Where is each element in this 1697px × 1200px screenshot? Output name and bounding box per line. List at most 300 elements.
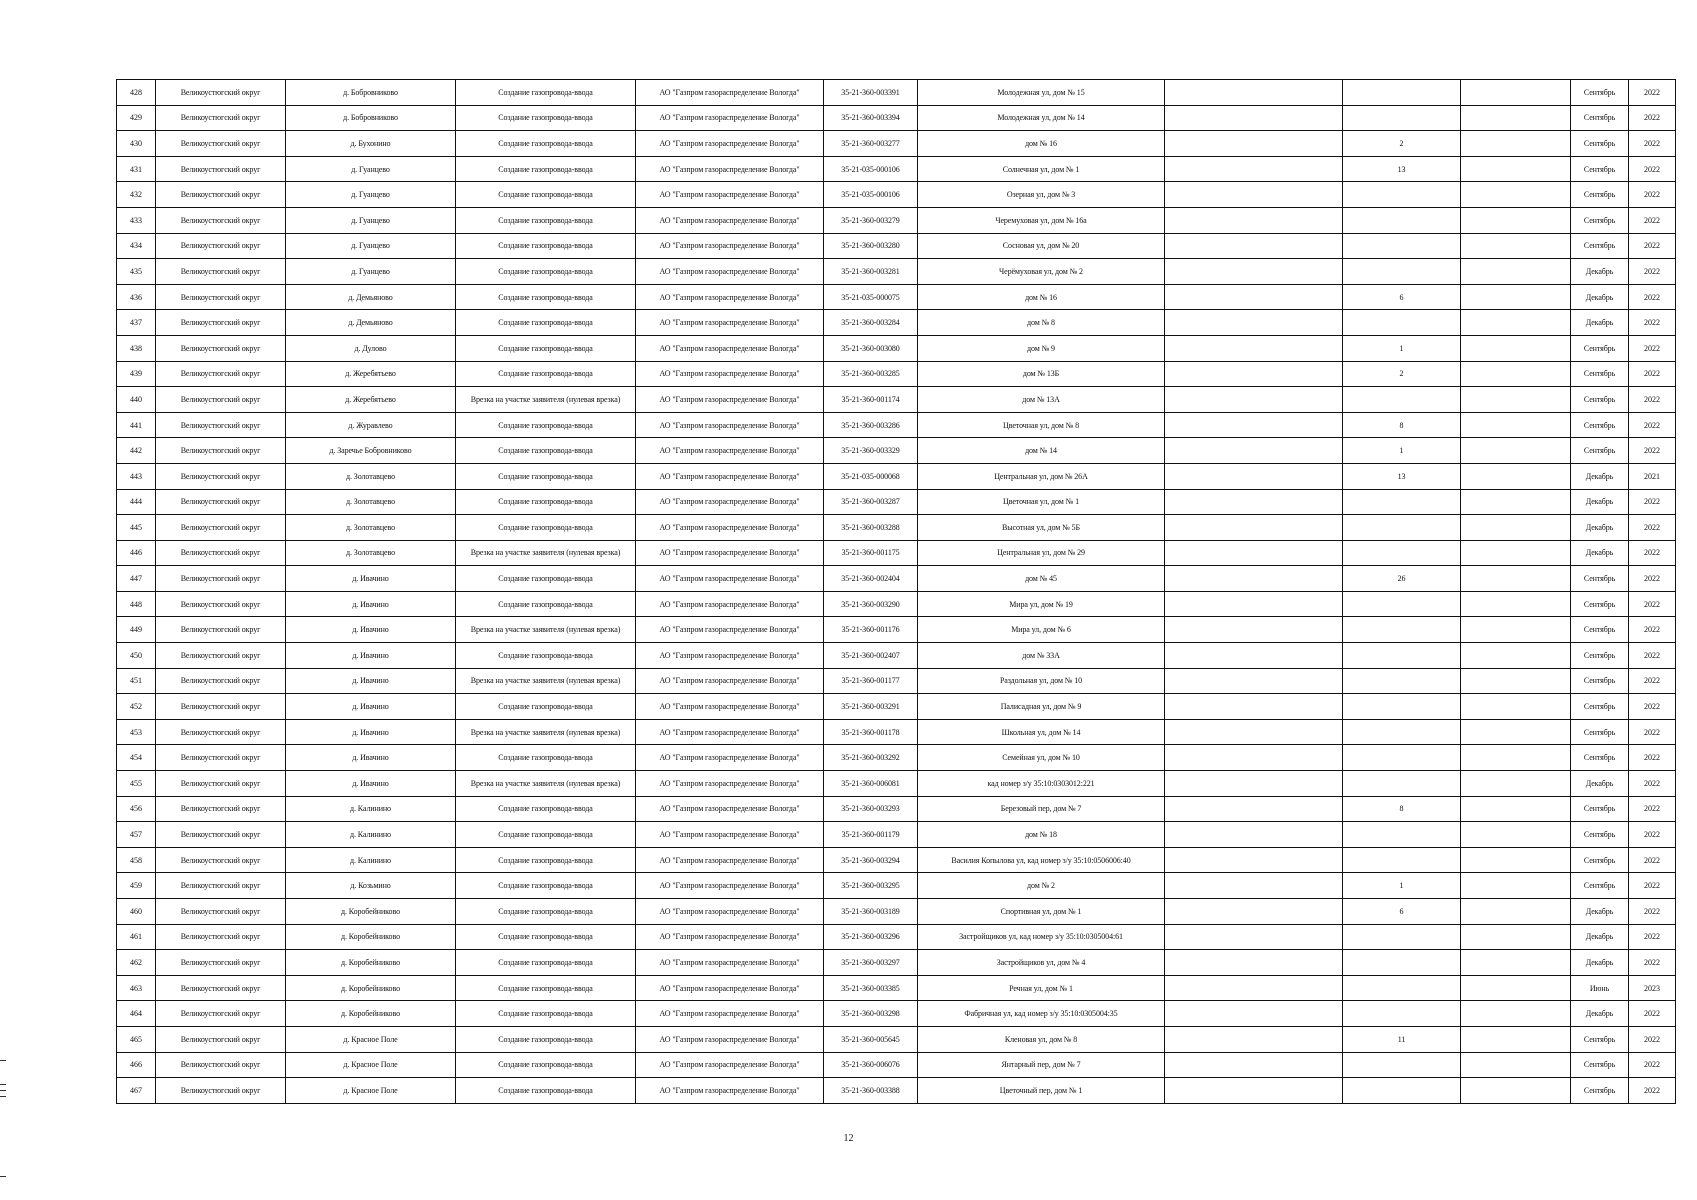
table-row	[117, 566, 1676, 592]
scan-mark	[0, 1090, 6, 1091]
quantity-cell: 1	[1343, 438, 1461, 464]
work-type-cell: Создание газопровода-ввода	[456, 975, 636, 1001]
month-cell: Сентябрь	[1571, 105, 1629, 131]
work-type-cell: Создание газопровода-ввода	[456, 156, 636, 182]
table-row	[117, 540, 1676, 566]
district-cell: Великоустюгский округ	[156, 540, 286, 566]
district-cell: Великоустюгский округ	[156, 284, 286, 310]
row-number: 448	[117, 591, 156, 617]
application-number-cell: 35-21-360-003279	[824, 207, 918, 233]
empty-cell	[1461, 284, 1571, 310]
empty-cell	[1165, 131, 1343, 157]
month-cell: Сентябрь	[1571, 80, 1629, 106]
month-cell: Сентябрь	[1571, 745, 1629, 771]
row-number: 462	[117, 950, 156, 976]
empty-cell	[1165, 591, 1343, 617]
organization-cell: АО "Газпром газораспределение Вологда"	[636, 1052, 824, 1078]
settlement-cell: д. Жеребятьево	[286, 387, 456, 413]
month-cell: Декабрь	[1571, 540, 1629, 566]
page-number: 12	[843, 1133, 854, 1144]
empty-cell	[1461, 924, 1571, 950]
address-cell: Цветочный пер, дом № 1	[918, 1078, 1165, 1104]
work-type-cell: Врезка на участке заявителя (нулевая врезка)	[456, 668, 636, 694]
empty-cell	[1461, 745, 1571, 771]
year-cell: 2022	[1629, 182, 1676, 208]
empty-cell	[1165, 566, 1343, 592]
empty-cell	[1461, 950, 1571, 976]
district-cell: Великоустюгский округ	[156, 105, 286, 131]
empty-cell	[1165, 463, 1343, 489]
empty-cell	[1165, 540, 1343, 566]
year-cell: 2022	[1629, 412, 1676, 438]
month-cell: Декабрь	[1571, 463, 1629, 489]
empty-cell	[1165, 335, 1343, 361]
table-row	[117, 284, 1676, 310]
quantity-cell	[1343, 719, 1461, 745]
address-cell: Спортивная ул, дом № 1	[918, 899, 1165, 925]
district-cell: Великоустюгский округ	[156, 131, 286, 157]
work-type-cell: Создание газопровода-ввода	[456, 796, 636, 822]
empty-cell	[1461, 771, 1571, 797]
work-type-cell: Создание газопровода-ввода	[456, 694, 636, 720]
table-row	[117, 387, 1676, 413]
month-cell: Июнь	[1571, 975, 1629, 1001]
table-row	[117, 950, 1676, 976]
work-type-cell: Создание газопровода-ввода	[456, 950, 636, 976]
application-number-cell: 35-21-360-003280	[824, 233, 918, 259]
month-cell: Декабрь	[1571, 515, 1629, 541]
settlement-cell: д. Красное Поле	[286, 1078, 456, 1104]
district-cell: Великоустюгский округ	[156, 950, 286, 976]
row-number: 446	[117, 540, 156, 566]
address-cell: Молодежная ул, дом № 15	[918, 80, 1165, 106]
quantity-cell: 8	[1343, 412, 1461, 438]
organization-cell: АО "Газпром газораспределение Вологда"	[636, 771, 824, 797]
month-cell: Сентябрь	[1571, 438, 1629, 464]
month-cell: Сентябрь	[1571, 387, 1629, 413]
organization-cell: АО "Газпром газораспределение Вологда"	[636, 719, 824, 745]
year-cell: 2022	[1629, 591, 1676, 617]
row-number: 440	[117, 387, 156, 413]
application-number-cell: 35-21-360-003284	[824, 310, 918, 336]
quantity-cell	[1343, 182, 1461, 208]
year-cell: 2022	[1629, 335, 1676, 361]
month-cell: Сентябрь	[1571, 182, 1629, 208]
empty-cell	[1165, 233, 1343, 259]
work-type-cell: Создание газопровода-ввода	[456, 924, 636, 950]
empty-cell	[1461, 719, 1571, 745]
address-cell: дом № 33А	[918, 643, 1165, 669]
year-cell: 2022	[1629, 873, 1676, 899]
empty-cell	[1461, 1078, 1571, 1104]
empty-cell	[1165, 617, 1343, 643]
row-number: 444	[117, 489, 156, 515]
month-cell: Сентябрь	[1571, 335, 1629, 361]
application-number-cell: 35-21-360-001174	[824, 387, 918, 413]
district-cell: Великоустюгский округ	[156, 745, 286, 771]
settlement-cell: д. Ивачино	[286, 694, 456, 720]
organization-cell: АО "Газпром газораспределение Вологда"	[636, 745, 824, 771]
district-cell: Великоустюгский округ	[156, 694, 286, 720]
empty-cell	[1165, 156, 1343, 182]
year-cell: 2022	[1629, 156, 1676, 182]
application-number-cell: 35-21-360-003293	[824, 796, 918, 822]
address-cell: дом № 2	[918, 873, 1165, 899]
quantity-cell: 6	[1343, 899, 1461, 925]
empty-cell	[1461, 438, 1571, 464]
month-cell: Сентябрь	[1571, 591, 1629, 617]
address-cell: кад номер з/у 35:10:0303012:221	[918, 771, 1165, 797]
work-type-cell: Врезка на участке заявителя (нулевая врезка)	[456, 771, 636, 797]
settlement-cell: д. Калинино	[286, 847, 456, 873]
row-number: 445	[117, 515, 156, 541]
district-cell: Великоустюгский округ	[156, 1052, 286, 1078]
settlement-cell: д. Козьмино	[286, 873, 456, 899]
application-number-cell: 35-21-360-006076	[824, 1052, 918, 1078]
work-type-cell: Создание газопровода-ввода	[456, 899, 636, 925]
work-type-cell: Создание газопровода-ввода	[456, 182, 636, 208]
empty-cell	[1461, 694, 1571, 720]
address-cell: Сосновая ул, дом № 20	[918, 233, 1165, 259]
table-row	[117, 822, 1676, 848]
month-cell: Декабрь	[1571, 924, 1629, 950]
address-cell: Центральная ул, дом № 26А	[918, 463, 1165, 489]
table-row	[117, 207, 1676, 233]
quantity-cell	[1343, 643, 1461, 669]
organization-cell: АО "Газпром газораспределение Вологда"	[636, 80, 824, 106]
settlement-cell: д. Демьяново	[286, 310, 456, 336]
quantity-cell	[1343, 975, 1461, 1001]
organization-cell: АО "Газпром газораспределение Вологда"	[636, 182, 824, 208]
organization-cell: АО "Газпром газораспределение Вологда"	[636, 387, 824, 413]
empty-cell	[1165, 515, 1343, 541]
settlement-cell: д. Демьяново	[286, 284, 456, 310]
quantity-cell	[1343, 668, 1461, 694]
table-row	[117, 105, 1676, 131]
organization-cell: АО "Газпром газораспределение Вологда"	[636, 131, 824, 157]
table-row	[117, 1001, 1676, 1027]
address-cell: Цветочная ул, дом № 1	[918, 489, 1165, 515]
application-number-cell: 35-21-360-001178	[824, 719, 918, 745]
quantity-cell: 26	[1343, 566, 1461, 592]
address-cell: Березовый пер, дом № 7	[918, 796, 1165, 822]
organization-cell: АО "Газпром газораспределение Вологда"	[636, 259, 824, 285]
empty-cell	[1461, 515, 1571, 541]
application-number-cell: 35-21-360-001175	[824, 540, 918, 566]
address-cell: дом № 45	[918, 566, 1165, 592]
table-row	[117, 80, 1676, 106]
row-number: 430	[117, 131, 156, 157]
year-cell: 2022	[1629, 719, 1676, 745]
empty-cell	[1165, 745, 1343, 771]
district-cell: Великоустюгский округ	[156, 412, 286, 438]
table-body	[117, 80, 1676, 1104]
row-number: 461	[117, 924, 156, 950]
address-cell: Палисадная ул, дом № 9	[918, 694, 1165, 720]
empty-cell	[1461, 412, 1571, 438]
quantity-cell	[1343, 207, 1461, 233]
row-number: 433	[117, 207, 156, 233]
month-cell: Сентябрь	[1571, 643, 1629, 669]
table-row	[117, 489, 1676, 515]
application-number-cell: 35-21-360-003285	[824, 361, 918, 387]
address-cell: Застройщиков ул, дом № 4	[918, 950, 1165, 976]
work-type-cell: Создание газопровода-ввода	[456, 259, 636, 285]
year-cell: 2022	[1629, 1026, 1676, 1052]
empty-cell	[1165, 694, 1343, 720]
address-cell: Черёмуховая ул, дом № 2	[918, 259, 1165, 285]
settlement-cell: д. Заречье Бобровниково	[286, 438, 456, 464]
work-type-cell: Создание газопровода-ввода	[456, 515, 636, 541]
empty-cell	[1461, 796, 1571, 822]
quantity-cell: 8	[1343, 796, 1461, 822]
empty-cell	[1461, 207, 1571, 233]
quantity-cell	[1343, 259, 1461, 285]
table-row	[117, 617, 1676, 643]
empty-cell	[1165, 310, 1343, 336]
settlement-cell: д. Гуанцево	[286, 259, 456, 285]
month-cell: Сентябрь	[1571, 694, 1629, 720]
month-cell: Сентябрь	[1571, 668, 1629, 694]
district-cell: Великоустюгский округ	[156, 822, 286, 848]
table-row	[117, 719, 1676, 745]
organization-cell: АО "Газпром газораспределение Вологда"	[636, 438, 824, 464]
empty-cell	[1461, 1052, 1571, 1078]
organization-cell: АО "Газпром газораспределение Вологда"	[636, 950, 824, 976]
organization-cell: АО "Газпром газораспределение Вологда"	[636, 412, 824, 438]
quantity-cell: 6	[1343, 284, 1461, 310]
district-cell: Великоустюгский округ	[156, 1001, 286, 1027]
organization-cell: АО "Газпром газораспределение Вологда"	[636, 617, 824, 643]
application-number-cell: 35-21-360-003388	[824, 1078, 918, 1104]
quantity-cell	[1343, 515, 1461, 541]
settlement-cell: д. Калинино	[286, 822, 456, 848]
organization-cell: АО "Газпром газораспределение Вологда"	[636, 310, 824, 336]
work-type-cell: Создание газопровода-ввода	[456, 822, 636, 848]
row-number: 447	[117, 566, 156, 592]
table-row	[117, 899, 1676, 925]
table-row	[117, 591, 1676, 617]
year-cell: 2022	[1629, 1001, 1676, 1027]
application-number-cell: 35-21-360-002404	[824, 566, 918, 592]
quantity-cell	[1343, 387, 1461, 413]
organization-cell: АО "Газпром газораспределение Вологда"	[636, 233, 824, 259]
scan-mark	[0, 1176, 6, 1177]
address-cell: Речная ул, дом № 1	[918, 975, 1165, 1001]
empty-cell	[1461, 310, 1571, 336]
empty-cell	[1165, 643, 1343, 669]
organization-cell: АО "Газпром газораспределение Вологда"	[636, 899, 824, 925]
district-cell: Великоустюгский округ	[156, 771, 286, 797]
empty-cell	[1461, 540, 1571, 566]
month-cell: Сентябрь	[1571, 719, 1629, 745]
organization-cell: АО "Газпром газораспределение Вологда"	[636, 975, 824, 1001]
empty-cell	[1461, 361, 1571, 387]
organization-cell: АО "Газпром газораспределение Вологда"	[636, 463, 824, 489]
table-row	[117, 694, 1676, 720]
work-type-cell: Врезка на участке заявителя (нулевая врезка)	[456, 387, 636, 413]
table-row	[117, 131, 1676, 157]
empty-cell	[1165, 719, 1343, 745]
row-number: 457	[117, 822, 156, 848]
row-number: 441	[117, 412, 156, 438]
district-cell: Великоустюгский округ	[156, 873, 286, 899]
empty-cell	[1461, 873, 1571, 899]
table-row	[117, 1052, 1676, 1078]
work-type-cell: Создание газопровода-ввода	[456, 310, 636, 336]
empty-cell	[1165, 924, 1343, 950]
address-cell: дом № 13Б	[918, 361, 1165, 387]
work-type-cell: Создание газопровода-ввода	[456, 233, 636, 259]
year-cell: 2022	[1629, 617, 1676, 643]
month-cell: Сентябрь	[1571, 796, 1629, 822]
row-number: 434	[117, 233, 156, 259]
year-cell: 2022	[1629, 438, 1676, 464]
district-cell: Великоустюгский округ	[156, 668, 286, 694]
row-number: 443	[117, 463, 156, 489]
quantity-cell: 11	[1343, 1026, 1461, 1052]
empty-cell	[1165, 847, 1343, 873]
application-number-cell: 35-21-360-003385	[824, 975, 918, 1001]
empty-cell	[1461, 156, 1571, 182]
organization-cell: АО "Газпром газораспределение Вологда"	[636, 694, 824, 720]
empty-cell	[1165, 361, 1343, 387]
work-type-cell: Создание газопровода-ввода	[456, 284, 636, 310]
work-type-cell: Создание газопровода-ввода	[456, 105, 636, 131]
application-number-cell: 35-21-360-003294	[824, 847, 918, 873]
empty-cell	[1461, 617, 1571, 643]
quantity-cell	[1343, 233, 1461, 259]
year-cell: 2022	[1629, 233, 1676, 259]
month-cell: Сентябрь	[1571, 847, 1629, 873]
month-cell: Декабрь	[1571, 489, 1629, 515]
table-row	[117, 924, 1676, 950]
settlement-cell: д. Ивачино	[286, 771, 456, 797]
table-row	[117, 335, 1676, 361]
empty-cell	[1461, 1001, 1571, 1027]
row-number: 458	[117, 847, 156, 873]
table-row	[117, 310, 1676, 336]
month-cell: Сентябрь	[1571, 156, 1629, 182]
table-row	[117, 515, 1676, 541]
row-number: 431	[117, 156, 156, 182]
year-cell: 2022	[1629, 694, 1676, 720]
district-cell: Великоустюгский округ	[156, 387, 286, 413]
empty-cell	[1165, 975, 1343, 1001]
empty-cell	[1165, 1078, 1343, 1104]
year-cell: 2022	[1629, 540, 1676, 566]
month-cell: Сентябрь	[1571, 1026, 1629, 1052]
data-table	[116, 79, 1676, 1104]
quantity-cell	[1343, 694, 1461, 720]
table-row	[117, 1078, 1676, 1104]
year-cell: 2022	[1629, 1078, 1676, 1104]
table-row	[117, 873, 1676, 899]
row-number: 466	[117, 1052, 156, 1078]
year-cell: 2022	[1629, 745, 1676, 771]
empty-cell	[1165, 899, 1343, 925]
settlement-cell: д. Дулово	[286, 335, 456, 361]
work-type-cell: Создание газопровода-ввода	[456, 438, 636, 464]
district-cell: Великоустюгский округ	[156, 796, 286, 822]
organization-cell: АО "Газпром газораспределение Вологда"	[636, 156, 824, 182]
work-type-cell: Создание газопровода-ввода	[456, 131, 636, 157]
quantity-cell: 13	[1343, 463, 1461, 489]
address-cell: дом № 18	[918, 822, 1165, 848]
table-row	[117, 233, 1676, 259]
district-cell: Великоустюгский округ	[156, 643, 286, 669]
application-number-cell: 35-21-035-000068	[824, 463, 918, 489]
row-number: 455	[117, 771, 156, 797]
quantity-cell	[1343, 80, 1461, 106]
settlement-cell: д. Красное Поле	[286, 1052, 456, 1078]
work-type-cell: Создание газопровода-ввода	[456, 1052, 636, 1078]
settlement-cell: д. Гуанцево	[286, 207, 456, 233]
empty-cell	[1165, 1052, 1343, 1078]
address-cell: Мира ул, дом № 19	[918, 591, 1165, 617]
organization-cell: АО "Газпром газораспределение Вологда"	[636, 1026, 824, 1052]
district-cell: Великоустюгский округ	[156, 924, 286, 950]
settlement-cell: д. Жеребятьево	[286, 361, 456, 387]
district-cell: Великоустюгский округ	[156, 719, 286, 745]
row-number: 463	[117, 975, 156, 1001]
district-cell: Великоустюгский округ	[156, 1078, 286, 1104]
application-number-cell: 35-21-360-003286	[824, 412, 918, 438]
quantity-cell: 1	[1343, 335, 1461, 361]
district-cell: Великоустюгский округ	[156, 847, 286, 873]
application-number-cell: 35-21-360-003287	[824, 489, 918, 515]
table-row	[117, 156, 1676, 182]
organization-cell: АО "Газпром газораспределение Вологда"	[636, 796, 824, 822]
row-number: 435	[117, 259, 156, 285]
address-cell: дом № 14	[918, 438, 1165, 464]
month-cell: Сентябрь	[1571, 822, 1629, 848]
quantity-cell	[1343, 105, 1461, 131]
empty-cell	[1461, 182, 1571, 208]
month-cell: Сентябрь	[1571, 361, 1629, 387]
year-cell: 2022	[1629, 847, 1676, 873]
quantity-cell	[1343, 310, 1461, 336]
month-cell: Декабрь	[1571, 259, 1629, 285]
settlement-cell: д. Журавлево	[286, 412, 456, 438]
empty-cell	[1461, 847, 1571, 873]
month-cell: Сентябрь	[1571, 873, 1629, 899]
row-number: 450	[117, 643, 156, 669]
year-cell: 2022	[1629, 361, 1676, 387]
organization-cell: АО "Газпром газораспределение Вологда"	[636, 1001, 824, 1027]
application-number-cell: 35-21-360-003297	[824, 950, 918, 976]
year-cell: 2022	[1629, 643, 1676, 669]
work-type-cell: Создание газопровода-ввода	[456, 591, 636, 617]
application-number-cell: 35-21-360-001176	[824, 617, 918, 643]
address-cell: Молодежная ул, дом № 14	[918, 105, 1165, 131]
empty-cell	[1461, 387, 1571, 413]
district-cell: Великоустюгский округ	[156, 591, 286, 617]
settlement-cell: д. Гуанцево	[286, 156, 456, 182]
empty-cell	[1461, 259, 1571, 285]
settlement-cell: д. Ивачино	[286, 617, 456, 643]
settlement-cell: д. Бухонино	[286, 131, 456, 157]
year-cell: 2021	[1629, 463, 1676, 489]
organization-cell: АО "Газпром газораспределение Вологда"	[636, 540, 824, 566]
organization-cell: АО "Газпром газораспределение Вологда"	[636, 361, 824, 387]
row-number: 442	[117, 438, 156, 464]
empty-cell	[1461, 335, 1571, 361]
year-cell: 2022	[1629, 310, 1676, 336]
quantity-cell: 2	[1343, 361, 1461, 387]
district-cell: Великоустюгский округ	[156, 259, 286, 285]
address-cell: Школьная ул, дом № 14	[918, 719, 1165, 745]
